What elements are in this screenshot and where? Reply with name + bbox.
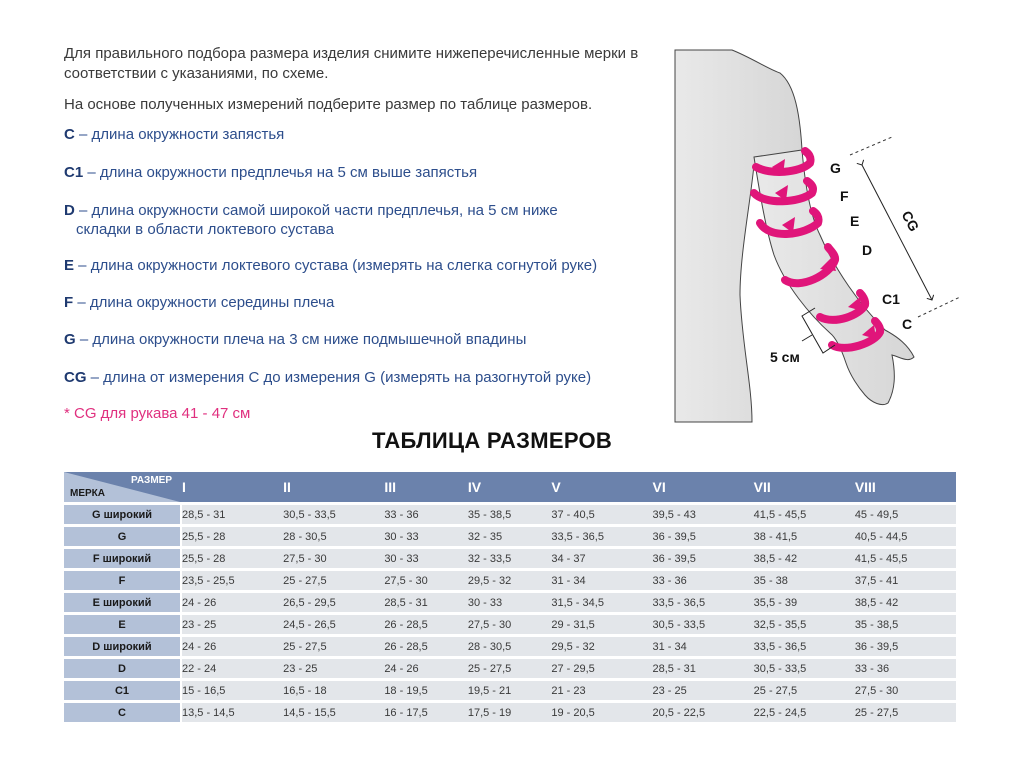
table-cell: 35 - 38: [754, 571, 855, 590]
row-label: C: [64, 703, 182, 722]
row-label: F широкий: [64, 549, 182, 568]
label-cg: CG: [898, 207, 923, 235]
table-cell: 35 - 38,5: [855, 615, 956, 634]
table-cell: 29 - 31,5: [551, 615, 652, 634]
definition-cg: CG – длина от измерения C до измерения G (измерять на разогнутой руке): [64, 369, 592, 386]
table-cell: 19,5 - 21: [468, 681, 552, 700]
table-cell: 37,5 - 41: [855, 571, 956, 590]
table-cell: 25 - 27,5: [283, 637, 384, 656]
size-table-body: [64, 505, 956, 722]
label-e: E: [850, 213, 860, 229]
table-cell: 31,5 - 34,5: [551, 593, 652, 612]
size-header: III: [384, 472, 468, 502]
table-cell: 16,5 - 18: [283, 681, 384, 700]
table-cell: 41,5 - 45,5: [754, 505, 855, 524]
table-cell: 28,5 - 31: [653, 659, 754, 678]
row-label: F: [64, 571, 182, 590]
row-label: D широкий: [64, 637, 182, 656]
arm-shape: [754, 150, 914, 405]
definition-f: F – длина окружности середины плеча: [64, 294, 335, 311]
size-header: IV: [468, 472, 552, 502]
size-table-title: ТАБЛИЦА РАЗМЕРОВ: [372, 428, 613, 453]
c-dashed-line: [918, 297, 960, 317]
table-row: [64, 615, 956, 634]
table-cell: 28 - 30,5: [468, 637, 552, 656]
table-cell: 34 - 37: [551, 549, 652, 568]
table-cell: 33,5 - 36,5: [754, 637, 855, 656]
table-cell: 27,5 - 30: [283, 549, 384, 568]
table-cell: 24 - 26: [182, 593, 283, 612]
table-cell: 41,5 - 45,5: [855, 549, 956, 568]
table-cell: 29,5 - 32: [468, 571, 552, 590]
corner-label-size: РАЗМЕР: [131, 475, 172, 486]
corner-label-measure: МЕРКА: [70, 488, 105, 499]
table-cell: 40,5 - 44,5: [855, 527, 956, 546]
table-cell: 33 - 36: [855, 659, 956, 678]
definition-c1: C1 – длина окружности предплечья на 5 см выше запястья: [64, 164, 478, 181]
table-cell: 23 - 25: [283, 659, 384, 678]
table-cell: 23 - 25: [182, 615, 283, 634]
size-header: I: [182, 472, 283, 502]
table-cell: 26,5 - 29,5: [283, 593, 384, 612]
table-row: [64, 527, 956, 546]
table-row: [64, 703, 956, 722]
table-cell: 24,5 - 26,5: [283, 615, 384, 634]
table-cell: 38,5 - 42: [855, 593, 956, 612]
intro-text: [64, 44, 664, 115]
table-cell: 27 - 29,5: [551, 659, 652, 678]
table-row: [64, 593, 956, 612]
table-cell: 20,5 - 22,5: [653, 703, 754, 722]
table-cell: 25 - 27,5: [468, 659, 552, 678]
table-cell: 36 - 39,5: [855, 637, 956, 656]
table-cell: 35 - 38,5: [468, 505, 552, 524]
g-dashed-line: [850, 137, 892, 155]
size-header: II: [283, 472, 384, 502]
table-cell: 23,5 - 25,5: [182, 571, 283, 590]
table-cell: 33,5 - 36,5: [551, 527, 652, 546]
row-label: D: [64, 659, 182, 678]
table-cell: 32 - 33,5: [468, 549, 552, 568]
table-cell: 13,5 - 14,5: [182, 703, 283, 722]
definition-d: D – длина окружности самой широкой части предплечья, на 5 см ниже складки в области локтевого сустава: [64, 202, 558, 238]
table-cell: 33 - 36: [384, 505, 468, 524]
label-c: C: [902, 316, 913, 332]
table-cell: 32 - 35: [468, 527, 552, 546]
label-f: F: [840, 188, 849, 204]
table-cell: 45 - 49,5: [855, 505, 956, 524]
table-cell: 32,5 - 35,5: [754, 615, 855, 634]
table-cell: 16 - 17,5: [384, 703, 468, 722]
table-cell: 38,5 - 42: [754, 549, 855, 568]
table-cell: 21 - 23: [551, 681, 652, 700]
table-cell: 25,5 - 28: [182, 549, 283, 568]
label-5cm: 5 см: [770, 349, 800, 365]
table-cell: 29,5 - 32: [551, 637, 652, 656]
size-header: V: [551, 472, 652, 502]
table-cell: 14,5 - 15,5: [283, 703, 384, 722]
table-cell: 36 - 39,5: [653, 549, 754, 568]
table-cell: 35,5 - 39: [754, 593, 855, 612]
bracket-tick: [802, 335, 812, 341]
definition-e: E – длина окружности локтевого сустава (измерять на слегка согнутой руке): [64, 257, 598, 274]
table-cell: 24 - 26: [384, 659, 468, 678]
table-cell: 18 - 19,5: [384, 681, 468, 700]
table-cell: 25 - 27,5: [754, 681, 855, 700]
table-row: [64, 505, 956, 524]
table-row: [64, 549, 956, 568]
definition-c: C – длина окружности запястья: [64, 126, 285, 143]
table-cell: 31 - 34: [551, 571, 652, 590]
table-row: [64, 659, 956, 678]
table-cell: 27,5 - 30: [468, 615, 552, 634]
table-cell: 19 - 20,5: [551, 703, 652, 722]
cg-arrow: [862, 165, 932, 300]
size-table: [64, 469, 956, 725]
table-cell: 25,5 - 28: [182, 527, 283, 546]
row-label: E широкий: [64, 593, 182, 612]
intro-paragraph-2: На основе полученных измерений подберите размер по таблице размеров.: [64, 96, 593, 113]
table-row: [64, 571, 956, 590]
table-cell: 33,5 - 36,5: [653, 593, 754, 612]
table-cell: 39,5 - 43: [653, 505, 754, 524]
label-d: D: [862, 242, 873, 258]
table-cell: 30,5 - 33,5: [653, 615, 754, 634]
table-cell: 26 - 28,5: [384, 637, 468, 656]
table-cell: 30 - 33: [468, 593, 552, 612]
table-cell: 36 - 39,5: [653, 527, 754, 546]
table-cell: 31 - 34: [653, 637, 754, 656]
row-label: G широкий: [64, 505, 182, 524]
arm-illustration: [670, 45, 970, 430]
size-header: VII: [754, 472, 855, 502]
table-cell: 25 - 27,5: [855, 703, 956, 722]
label-g: G: [830, 160, 841, 176]
arm-measurement-diagram: [670, 45, 970, 430]
table-cell: 28 - 30,5: [283, 527, 384, 546]
table-cell: 22,5 - 24,5: [754, 703, 855, 722]
table-cell: 24 - 26: [182, 637, 283, 656]
size-header: VIII: [855, 472, 956, 502]
definition-g: G – длина окружности плеча на 3 см ниже подмышечной впадины: [64, 331, 527, 348]
table-row: [64, 681, 956, 700]
size-header: VI: [653, 472, 754, 502]
table-row: [64, 637, 956, 656]
intro-paragraph-1: Для правильного подбора размера изделия снимите нижеперечисленные мерки в соответствии с указаниями, по схеме.: [64, 45, 639, 82]
table-cell: 37 - 40,5: [551, 505, 652, 524]
size-table-header: [64, 472, 956, 502]
table-cell: 28,5 - 31: [384, 593, 468, 612]
cg-note: * CG для рукава 41 - 47 см: [64, 405, 251, 422]
label-c1: C1: [882, 291, 900, 307]
table-cell: 27,5 - 30: [384, 571, 468, 590]
table-cell: 17,5 - 19: [468, 703, 552, 722]
table-cell: 27,5 - 30: [855, 681, 956, 700]
header-corner: [64, 472, 182, 502]
row-label: G: [64, 527, 182, 546]
row-label: C1: [64, 681, 182, 700]
table-cell: 26 - 28,5: [384, 615, 468, 634]
row-label: E: [64, 615, 182, 634]
table-cell: 22 - 24: [182, 659, 283, 678]
table-cell: 28,5 - 31: [182, 505, 283, 524]
table-cell: 30 - 33: [384, 527, 468, 546]
table-cell: 25 - 27,5: [283, 571, 384, 590]
table-cell: 38 - 41,5: [754, 527, 855, 546]
table-cell: 33 - 36: [653, 571, 754, 590]
table-cell: 30 - 33: [384, 549, 468, 568]
table-cell: 30,5 - 33,5: [754, 659, 855, 678]
table-cell: 30,5 - 33,5: [283, 505, 384, 524]
table-cell: 23 - 25: [653, 681, 754, 700]
table-cell: 15 - 16,5: [182, 681, 283, 700]
